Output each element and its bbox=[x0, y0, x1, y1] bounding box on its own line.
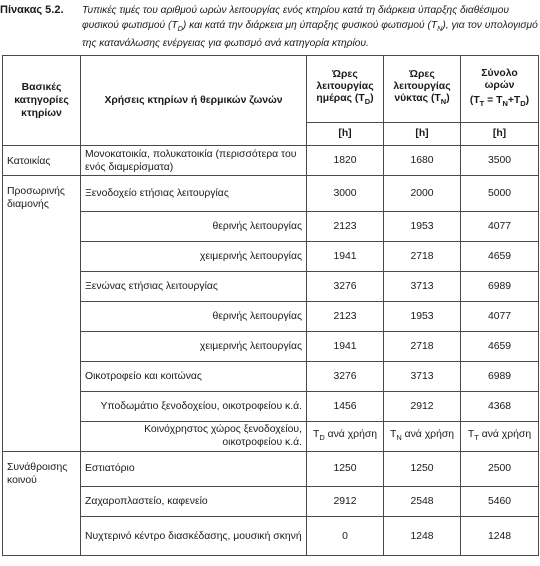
day-hours-cell: 3000 bbox=[307, 176, 384, 212]
night-hours-cell: 1248 bbox=[384, 517, 461, 556]
table-row bbox=[3, 487, 539, 517]
night-hours-cell: 1680 bbox=[384, 146, 461, 176]
total-hours-cell: $T_T$ ανά χρήση bbox=[461, 421, 539, 451]
night-hours-cell: 3713 bbox=[384, 271, 461, 301]
day-hours-cell: 2912 bbox=[307, 487, 384, 517]
use-cell: Εστιατόριο bbox=[81, 451, 307, 487]
total-hours-cell: 4077 bbox=[461, 301, 539, 331]
table-row bbox=[3, 517, 539, 556]
header-total-hours: Σύνολο ωρών $(T_T = T_N+T_D)$ bbox=[461, 56, 539, 123]
night-hours-cell: 1250 bbox=[384, 451, 461, 487]
unit-total: [h] bbox=[461, 123, 539, 146]
table-row bbox=[3, 451, 539, 487]
table-row bbox=[3, 271, 539, 301]
use-cell: θερινής λειτουργίας bbox=[81, 211, 307, 241]
use-cell: θερινής λειτουργίας bbox=[81, 301, 307, 331]
use-cell: χειμερινής λειτουργίας bbox=[81, 241, 307, 271]
use-cell: Νυχτερινό κέντρο διασκέδασης, μουσική σκηνή bbox=[81, 517, 307, 556]
category-cell bbox=[3, 487, 81, 517]
total-hours-cell: 4659 bbox=[461, 331, 539, 361]
night-hours-cell: 1953 bbox=[384, 211, 461, 241]
table-label: Πίνακας 5.2. bbox=[0, 4, 64, 16]
table-row bbox=[3, 146, 539, 176]
use-cell: Μονοκατοικία, πολυκατοικία (περισσότερα του ενός διαμερίσματα) bbox=[81, 146, 307, 176]
day-hours-cell: 1820 bbox=[307, 146, 384, 176]
unit-night: [h] bbox=[384, 123, 461, 146]
day-hours-cell: 1456 bbox=[307, 391, 384, 421]
category-cell bbox=[3, 361, 81, 391]
category-cell: Συνάθροισης κοινού bbox=[3, 451, 81, 487]
use-cell: χειμερινής λειτουργίας bbox=[81, 331, 307, 361]
category-cell bbox=[3, 517, 81, 556]
unit-day: [h] bbox=[307, 123, 384, 146]
header-use: Χρήσεις κτηρίων ή θερμικών ζωνών bbox=[81, 56, 307, 146]
total-hours-cell: 5460 bbox=[461, 487, 539, 517]
table-row bbox=[3, 421, 539, 451]
night-hours-cell: 2718 bbox=[384, 331, 461, 361]
table-row bbox=[3, 176, 539, 212]
category-cell bbox=[3, 211, 81, 241]
total-hours-cell: 5000 bbox=[461, 176, 539, 212]
table-row bbox=[3, 391, 539, 421]
category-cell: Προσωρινής διαμονής bbox=[3, 176, 81, 212]
day-hours-cell: 1250 bbox=[307, 451, 384, 487]
day-hours-cell: $T_D$ ανά χρήση bbox=[307, 421, 384, 451]
use-cell: Οικοτροφείο και κοιτώνας bbox=[81, 361, 307, 391]
table-row bbox=[3, 301, 539, 331]
night-hours-cell: $T_N$ ανά χρήση bbox=[384, 421, 461, 451]
day-hours-cell: 2123 bbox=[307, 301, 384, 331]
table-row bbox=[3, 331, 539, 361]
day-hours-cell: 3276 bbox=[307, 271, 384, 301]
total-hours-cell: 6989 bbox=[461, 361, 539, 391]
night-hours-cell: 3713 bbox=[384, 361, 461, 391]
operating-hours-table bbox=[2, 55, 539, 556]
category-cell bbox=[3, 271, 81, 301]
use-cell: Ξενώνας ετήσιας λειτουργίας bbox=[81, 271, 307, 301]
night-hours-cell: 2548 bbox=[384, 487, 461, 517]
category-cell bbox=[3, 391, 81, 421]
night-hours-cell: 2912 bbox=[384, 391, 461, 421]
category-cell bbox=[3, 421, 81, 451]
category-cell bbox=[3, 301, 81, 331]
use-cell: Ξενοδοχείο ετήσιας λειτουργίας bbox=[81, 176, 307, 212]
total-hours-cell: 2500 bbox=[461, 451, 539, 487]
day-hours-cell: 2123 bbox=[307, 211, 384, 241]
total-hours-cell: 6989 bbox=[461, 271, 539, 301]
night-hours-cell: 1953 bbox=[384, 301, 461, 331]
day-hours-cell: 3276 bbox=[307, 361, 384, 391]
table-row bbox=[3, 211, 539, 241]
night-hours-cell: 2718 bbox=[384, 241, 461, 271]
day-hours-cell: 1941 bbox=[307, 241, 384, 271]
category-cell: Κατοικίας bbox=[3, 146, 81, 176]
total-hours-cell: 4077 bbox=[461, 211, 539, 241]
day-hours-cell: 1941 bbox=[307, 331, 384, 361]
use-cell: Ζαχαροπλαστείο, καφενείο bbox=[81, 487, 307, 517]
table-row bbox=[3, 361, 539, 391]
header-night-hours: Ώρες λειτουργίας νύκτας $(T_N)$ bbox=[384, 56, 461, 123]
category-cell bbox=[3, 331, 81, 361]
use-cell: Υποδωμάτιο ξενοδοχείου, οικοτροφείου κ.ά. bbox=[81, 391, 307, 421]
category-cell bbox=[3, 241, 81, 271]
header-category: Βασικές κατηγορίες κτηρίων bbox=[3, 56, 81, 146]
total-hours-cell: 3500 bbox=[461, 146, 539, 176]
table-caption: Τυπικές τιμές του αριθμού ωρών λειτουργίας ενός κτηρίου κατά τη διάρκεια ύπαρξης διαθέσιμου φυσικού φωτισμού $(T_D)$ και κατά την διάρκεια μη ύπαρξης φυσικού φωτισμού $(T_N)$, για τον υπολογισμό της κατανάλωσης ενέργειας για φωτισμό ανά κατηγορία κτηρίου. bbox=[82, 5, 538, 50]
table-row bbox=[3, 241, 539, 271]
total-hours-cell: 1248 bbox=[461, 517, 539, 556]
night-hours-cell: 2000 bbox=[384, 176, 461, 212]
use-cell: Κοινόχρηστος χώρος ξενοδοχείου, οικοτροφείου κ.ά. bbox=[81, 421, 307, 451]
total-hours-cell: 4368 bbox=[461, 391, 539, 421]
header-day-hours: Ώρες λειτουργίας ημέρας $(T_D)$ bbox=[307, 56, 384, 123]
day-hours-cell: 0 bbox=[307, 517, 384, 556]
total-hours-cell: 4659 bbox=[461, 241, 539, 271]
